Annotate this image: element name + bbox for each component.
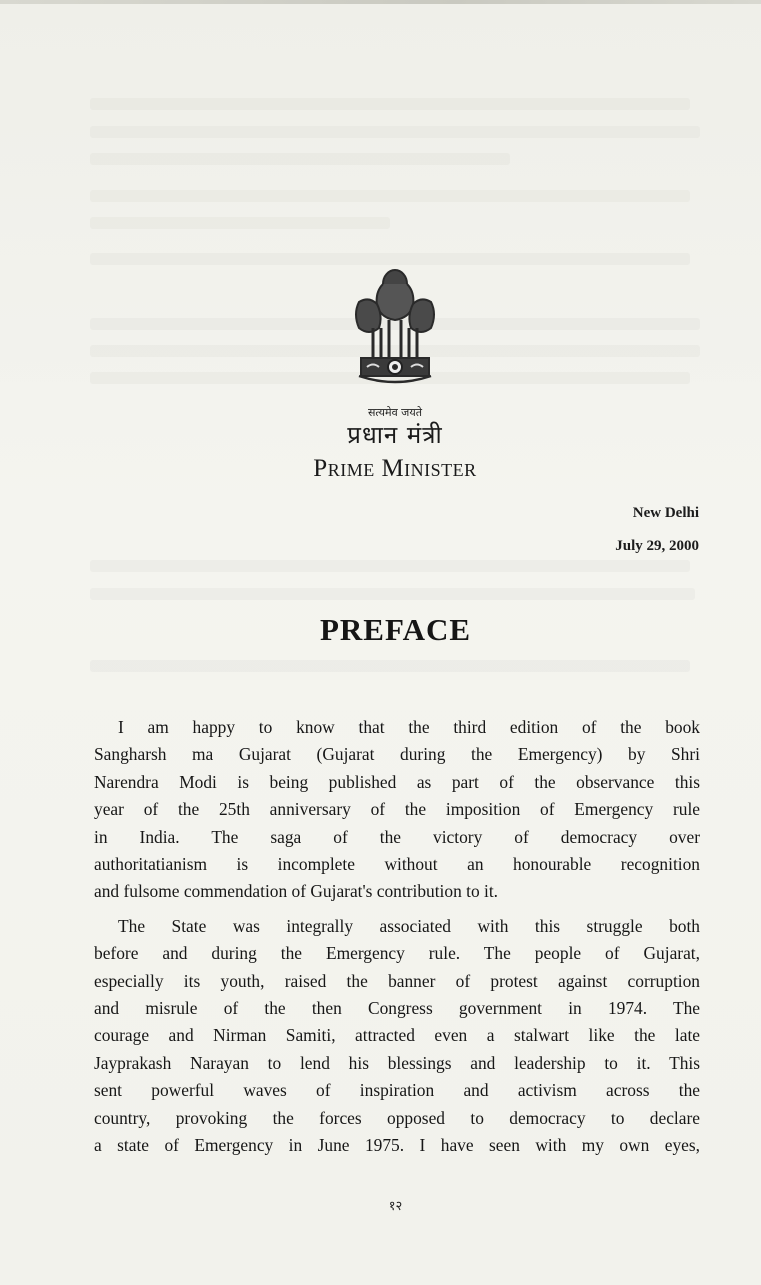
text-line: Sangharsh ma Gujarat (Gujarat during the Emergency) by Shri [94, 744, 700, 765]
bleed-through-line [90, 588, 695, 600]
page-top-edge [0, 0, 761, 4]
emblem-motto: सत्यमेव जयते [367, 406, 422, 419]
page-heading: PREFACE [319, 612, 472, 647]
letterhead-english-title: Prime Minister [313, 455, 477, 482]
bleed-through-line [90, 126, 700, 138]
bleed-through-line [90, 660, 690, 672]
page-number: १२ [388, 1199, 403, 1214]
ashoka-lion-capital-emblem-icon [345, 262, 445, 412]
text-line: courage and Nirman Samiti, attracted even a stalwart like the late [94, 1025, 700, 1046]
bleed-through-line [90, 560, 690, 572]
paragraph [94, 714, 700, 906]
paragraph [94, 913, 700, 1160]
text-line: I am happy to know that the third edition of the book [118, 717, 700, 737]
letterhead-hindi-title: प्रधान मंत्री [347, 421, 443, 449]
text-line: Narendra Modi is being published as part of the observance this [94, 771, 700, 792]
text-line: and misrule of the then Congress government in 1974. The [94, 998, 700, 1019]
bleed-through-line [90, 98, 690, 110]
text-line: The State was integrally associated with this struggle both [118, 915, 700, 936]
text-line: country, provoking the forces opposed to democracy to declare [94, 1107, 700, 1128]
text-line: year of the 25th anniversary of the imposition of Emergency rule [94, 799, 700, 820]
text-line: especially its youth, raised the banner of protest against corruption [94, 970, 700, 991]
text-line: authoritatianism is incomplete without an honourable recognition [94, 854, 700, 875]
letter-date: July 29, 2000 [615, 538, 699, 554]
bleed-through-line [90, 217, 390, 229]
text-line: before and during the Emergency rule. The people of Gujarat, [94, 943, 700, 964]
text-line: a state of Emergency in June 1975. I have seen with my own eyes, [94, 1135, 700, 1156]
text-line: Jayprakash Narayan to lend his blessings and leadership to it. This [94, 1052, 700, 1073]
text-line: and fulsome commendation of Gujarat's contribution to it. [94, 881, 499, 902]
bleed-through-line [90, 153, 510, 165]
bleed-through-line [90, 190, 690, 202]
preface-body [94, 714, 700, 1160]
text-line: sent powerful waves of inspiration and activism across the [94, 1080, 700, 1101]
text-line: in India. The saga of the victory of democracy over [94, 826, 700, 847]
letter-place: New Delhi [632, 505, 699, 521]
